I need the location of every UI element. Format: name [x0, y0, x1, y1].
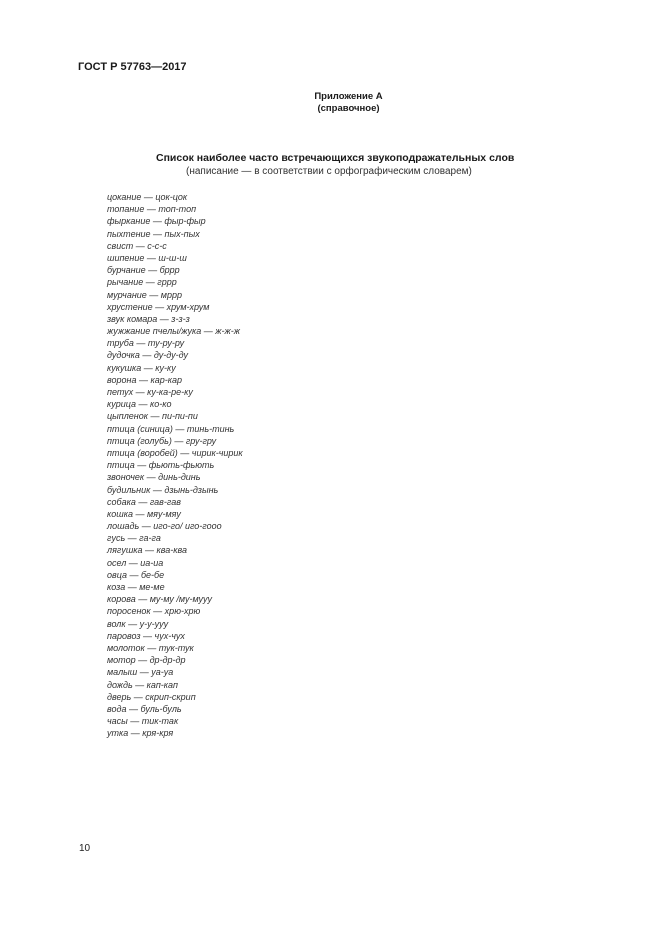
list-item: поросенок — хрю-хрю — [107, 606, 201, 617]
list-item: молоток — тук-тук — [107, 642, 194, 653]
page-number: 10 — [79, 843, 91, 854]
list-item: корова — му-му /му-мууу — [107, 594, 213, 605]
section-title: Список наиболее часто встречающихся звукоподражательных слов — [156, 152, 515, 164]
list-item: пыхтение — пых-пых — [107, 228, 200, 239]
list-item: коза — ме-ме — [107, 582, 165, 592]
list-item: птица (синица) — тинь-тинь — [107, 423, 235, 434]
list-item: курица — ко-ко — [107, 399, 172, 410]
list-item: овца — бе-бе — [107, 569, 165, 580]
list-item: будильник — дзынь-дзынь — [107, 484, 219, 495]
list-item: кошка — мяу-мяу — [107, 508, 181, 519]
list-item: утка — кря-кря — [107, 728, 174, 739]
list-item: топание — топ-топ — [107, 204, 197, 215]
document-id: ГОСТ Р 57763—2017 — [78, 61, 187, 73]
list-item: часы — тик-так — [107, 716, 179, 727]
list-item: птица (воробей) — чирик-чирик — [107, 447, 243, 458]
list-item: птица — фьють-фьють — [107, 460, 215, 471]
list-item: ворона — кар-кар — [107, 374, 182, 385]
section-subtitle: (написание — в соответствии с орфографическим словарем) — [186, 166, 472, 177]
list-item: шипение — ш-ш-ш — [107, 252, 187, 263]
list-item: кукушка — ку-ку — [107, 362, 176, 373]
appendix-heading — [0, 91, 661, 115]
list-item: осел — иа-иа — [107, 557, 164, 568]
list-item: цокание — цок-цок — [107, 192, 188, 202]
list-item: фыркание — фыр-фыр — [107, 216, 206, 227]
list-item: бурчание — бррр — [107, 265, 180, 276]
list-item: хрустение — хрум-хрум — [107, 301, 210, 312]
list-item: вода — буль-буль — [107, 703, 182, 714]
list-item: свист — с-с-с — [107, 240, 167, 251]
list-item: лягушка — ква-ква — [107, 545, 188, 556]
appendix-type: (справочное) — [317, 103, 380, 114]
list-item: собака — гав-гав — [107, 496, 181, 507]
list-item: птица (голубь) — гру-гру — [107, 435, 217, 446]
onomatopoeia-list — [107, 191, 243, 739]
list-item: дудочка — ду-ду-ду — [107, 350, 188, 361]
list-item: мотор — др-др-др — [107, 655, 186, 666]
list-item: жужжание пчелы/жука — ж-ж-ж — [107, 326, 240, 337]
list-item: звук комара — з-з-з — [107, 313, 190, 324]
list-item: лошадь — иго-го/ иго-гооо — [107, 521, 222, 532]
appendix-title: Приложение А — [314, 91, 383, 102]
list-item: паровоз — чух-чух — [107, 630, 185, 641]
list-item: труба — ту-ру-ру — [107, 338, 185, 349]
list-item: дождь — кап-кап — [107, 679, 178, 690]
list-item: дверь — скрип-скрип — [107, 691, 196, 702]
list-item: мурчание — мррр — [107, 289, 182, 300]
list-item: звоночек — динь-динь — [107, 472, 201, 483]
list-item: гусь — га-га — [107, 533, 161, 544]
list-item: волк — у-у-ууу — [107, 618, 169, 629]
list-item: цыпленок — пи-пи-пи — [107, 411, 198, 422]
list-item: рычание — гррр — [107, 277, 177, 288]
list-item: малыш — уа-уа — [107, 667, 174, 678]
list-item: петух — ку-ка-ре-ку — [107, 387, 193, 397]
